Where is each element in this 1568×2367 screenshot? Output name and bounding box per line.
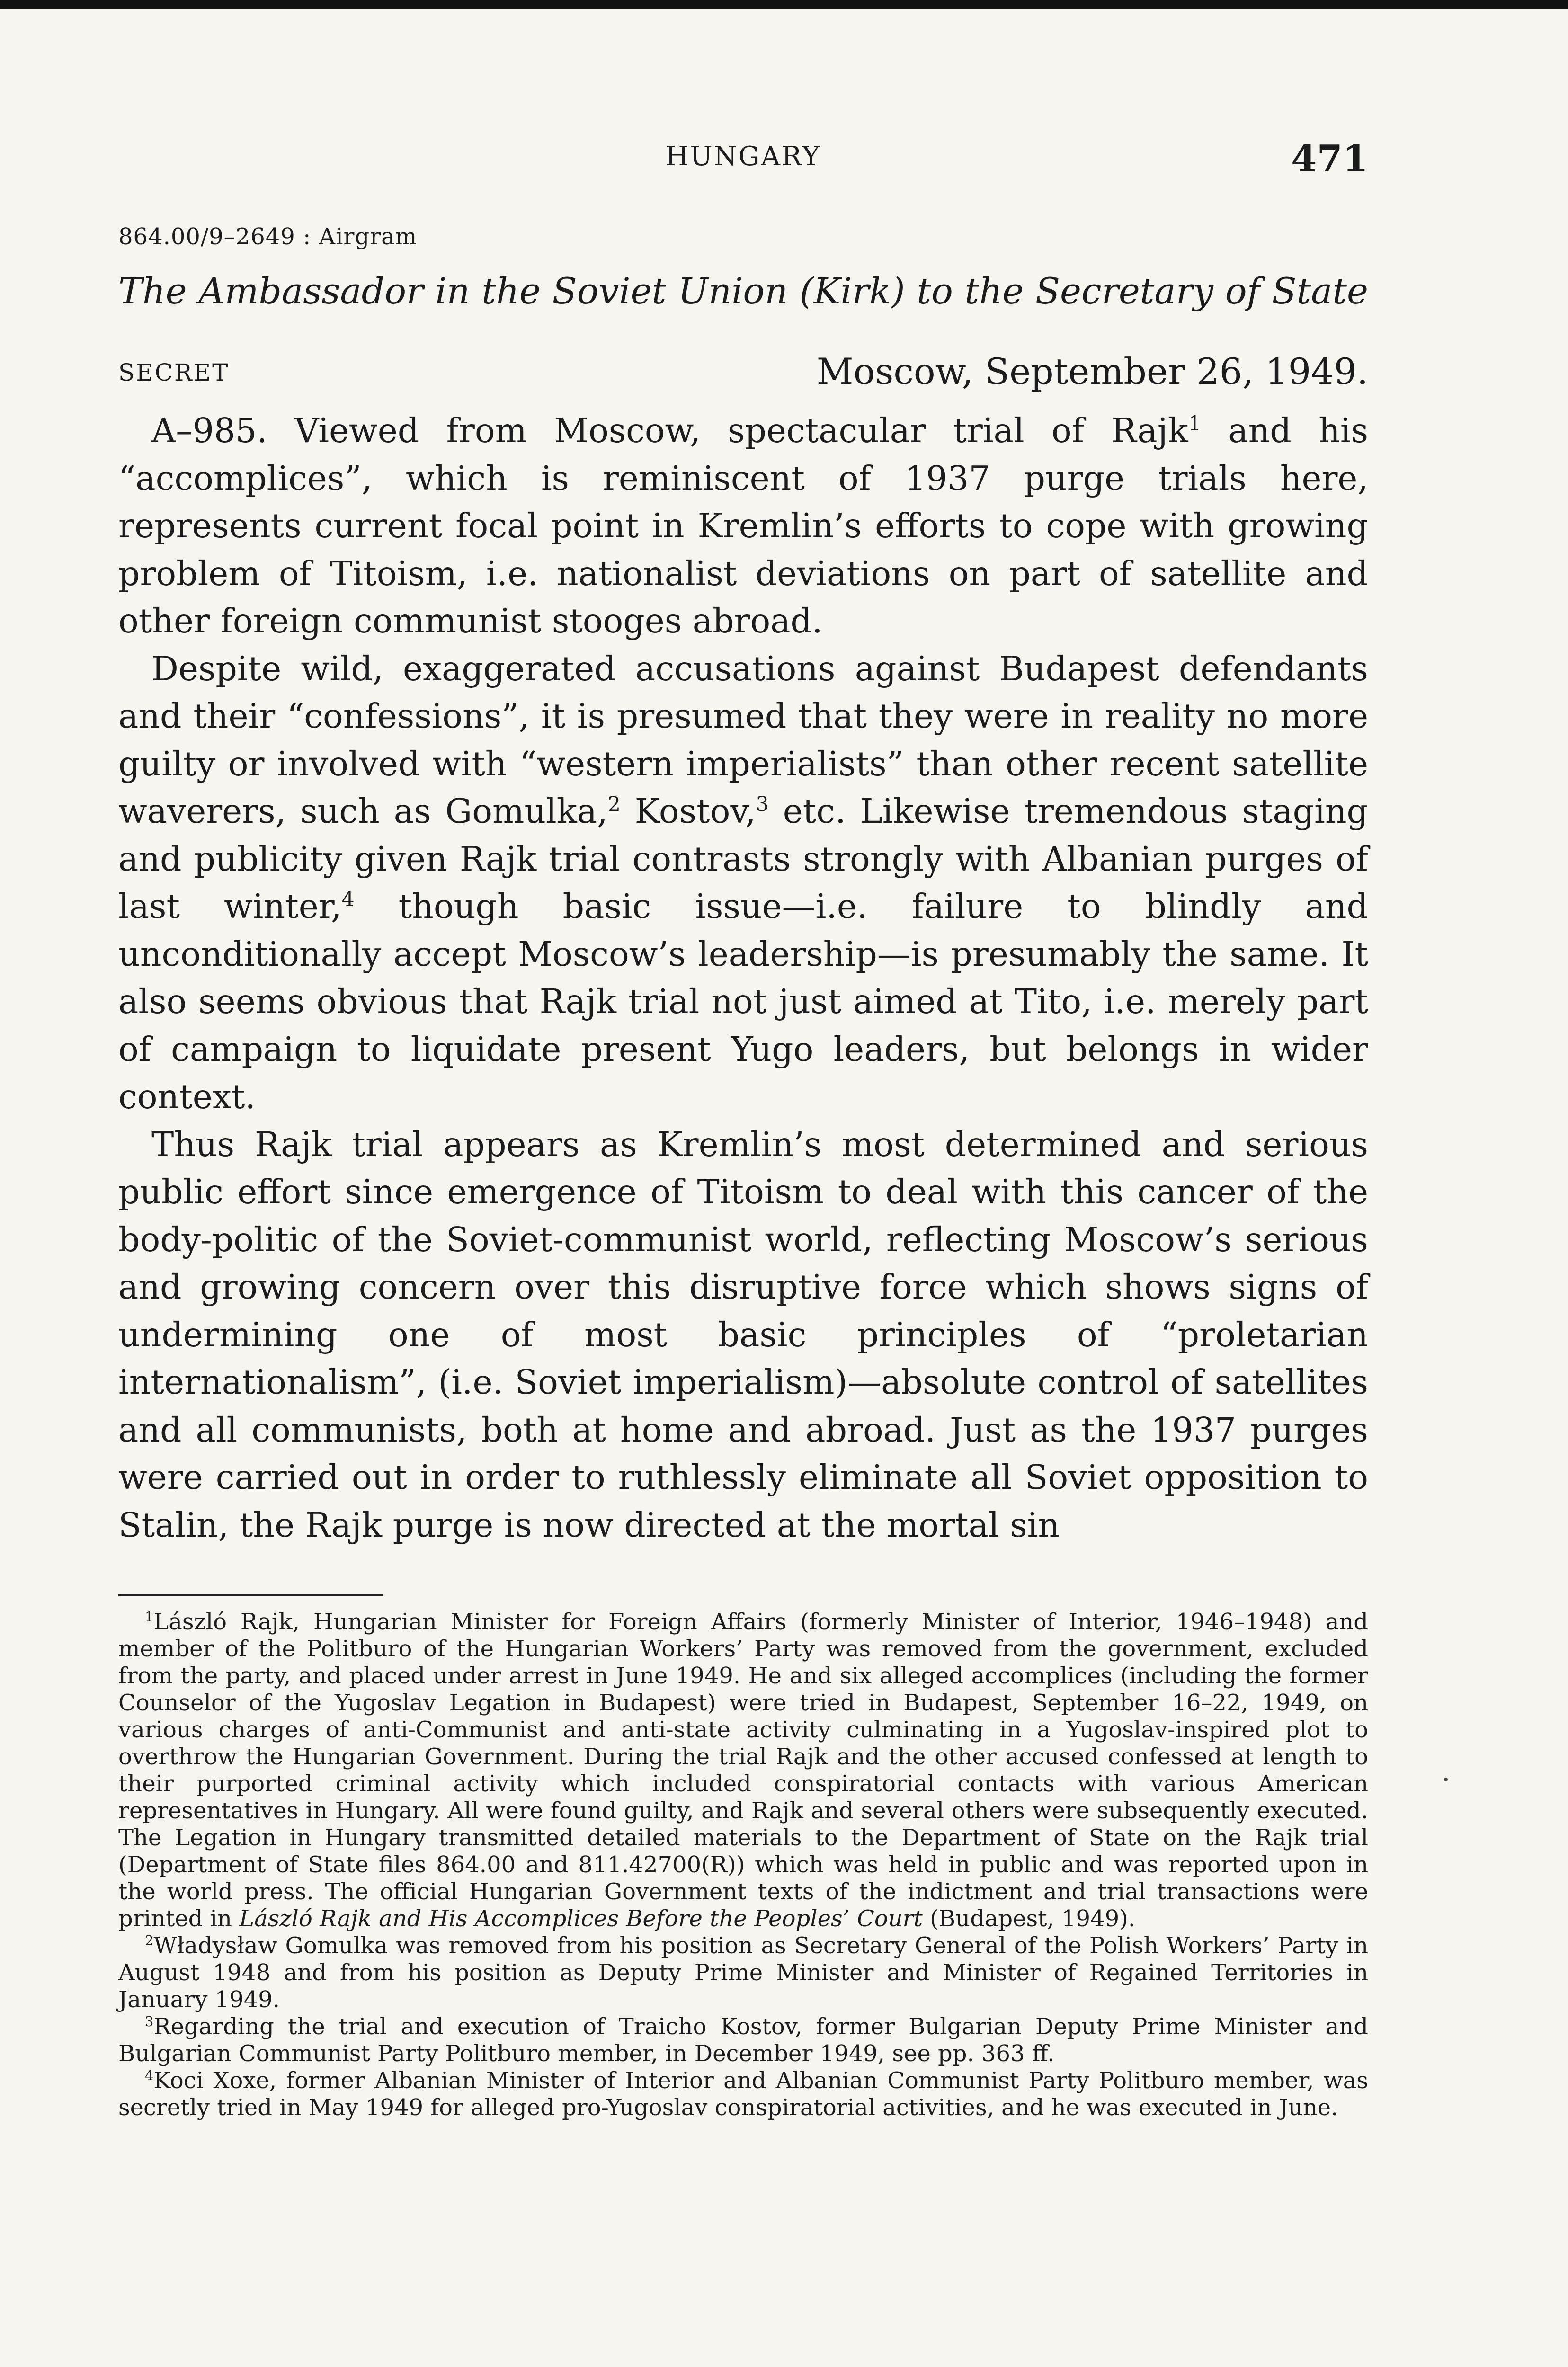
footnote-2: $^2$Władysław Gomulka was removed from his position as Secretary General of the Polish Workers’ Party in August 1948 and from his position as Deputy Prime Minister and Minister of Regained Territories in January 1949.: [118, 1932, 1368, 2013]
paragraph-1: A–985. Viewed from Moscow, spectacular trial of Rajk$^1$ and his “accomplices”, which is reminiscent of 1937 purge trials here, represents current focal point in Kremlin’s efforts to cope with growing problem of Titoism, i.e. nationalist deviations on part of satellite and other foreign communist stooges abroad.: [118, 411, 1369, 641]
footnote-marker: 4: [145, 2067, 154, 2083]
footnote-reference-2: 2: [607, 792, 621, 817]
body-text: [118, 407, 1368, 1549]
dateline: [118, 350, 1368, 393]
document-heading: The Ambassador in the Soviet Union (Kirk) to the Secretary of State: [118, 270, 1368, 312]
paragraph-3: Thus Rajk trial appears as Kremlin’s most determined and serious public effort since emergence of Titoism to deal with this cancer of the body-politic of the Soviet-communist world, reflecting Moscow’s serious and growing concern over this disruptive force which shows signs of undermining one of most basic principles of “proletarian internationalism”, (i.e. Soviet imperialism)—absolute control of satellites and all communists, both at home and abroad. Just as the 1937 purges were carried out in order to ruthlessly eliminate all Soviet opposition to Stalin, the Rajk purge is now directed at the mortal sin: [118, 1124, 1368, 1545]
footnote-marker: 2: [145, 1932, 154, 1949]
page-top-border: [0, 0, 1568, 9]
running-head: [118, 137, 1368, 185]
place-and-date: Moscow, September 26, 1949.: [816, 350, 1368, 392]
footnote-reference-1: 1: [1188, 412, 1201, 436]
cited-title: László Rajk and His Accomplices Before the Peoples’ Court: [239, 1905, 923, 1932]
footnote-divider: [118, 1594, 383, 1596]
footnote-reference-3: 3: [756, 792, 769, 817]
paragraph-2: Despite wild, exaggerated accusations against Budapest defendants and their “confessions”, it is presumed that they were in reality no more guilty or involved with “western imperialists” than other recent satellite waverers, such as Gomulka,$^2$ Kostov,$^3$ etc. Likewise tremendous staging and publicity given Rajk trial contrasts strongly with Albanian purges of last winter,$^4$ though basic issue—i.e. failure to blindly and unconditionally accept Moscow’s leadership—is presumably the same. It also seems obvious that Rajk trial not just aimed at Tito, i.e. merely part of campaign to liquidate present Yugo leaders, but belongs in wider context.: [118, 649, 1369, 1116]
footnote-marker: 1: [145, 1609, 154, 1625]
footnote-4: $^4$Koci Xoxe, former Albanian Minister of Interior and Albanian Communist Party Politburo member, was secretly tried in May 1949 for alleged pro-Yugoslav conspiratorial activities, and he was executed in June.: [118, 2067, 1368, 2121]
footnote-reference-4: 4: [341, 888, 355, 912]
document-reference: 864.00/9–2649 : Airgram: [118, 223, 418, 250]
page-number: 471: [1291, 137, 1368, 180]
footnote-3: $^3$Regarding the trial and execution of Traicho Kostov, former Bulgarian Deputy Prime Minister and Bulgarian Communist Party Politburo member, in December 1949, see pp. 363 ff.: [118, 2013, 1368, 2067]
footnotes: [118, 1609, 1368, 2121]
footnote-1: $^1$László Rajk, Hungarian Minister for Foreign Affairs (formerly Minister of Interior, 1946–1948) and member of the Politburo of the Hungarian Workers’ Party was removed from the government, excluded from the party, and placed under arrest in June 1949. He and six alleged accomplices (including the former Counselor of the Yugoslav Legation in Budapest) were tried in Budapest, September 16–22, 1949, on various charges of anti-Communist and anti-state activity culminating in a Yugoslav-inspired plot to overthrow the Hungarian Government. During the trial Rajk and the other accused confessed at length to their purported criminal activity which included conspiratorial contacts with various American representatives in Hungary. All were found guilty, and Rajk and several others were subsequently executed. The Legation in Hungary transmitted detailed materials to the Department of State on the Rajk trial (Department of State files 864.00 and 811.42700(R)) which was held in public and was reported upon in the world press. The official Hungarian Government texts of the indictment and trial transactions were printed in László Rajk and His Accomplices Before the Peoples’ Court (Budapest, 1949).: [118, 1609, 1368, 1932]
footnote-marker: 3: [145, 2013, 154, 2029]
scan-speck: [1444, 1778, 1448, 1781]
running-title: HUNGARY: [665, 141, 821, 172]
classification-label: SECRET: [118, 359, 230, 386]
